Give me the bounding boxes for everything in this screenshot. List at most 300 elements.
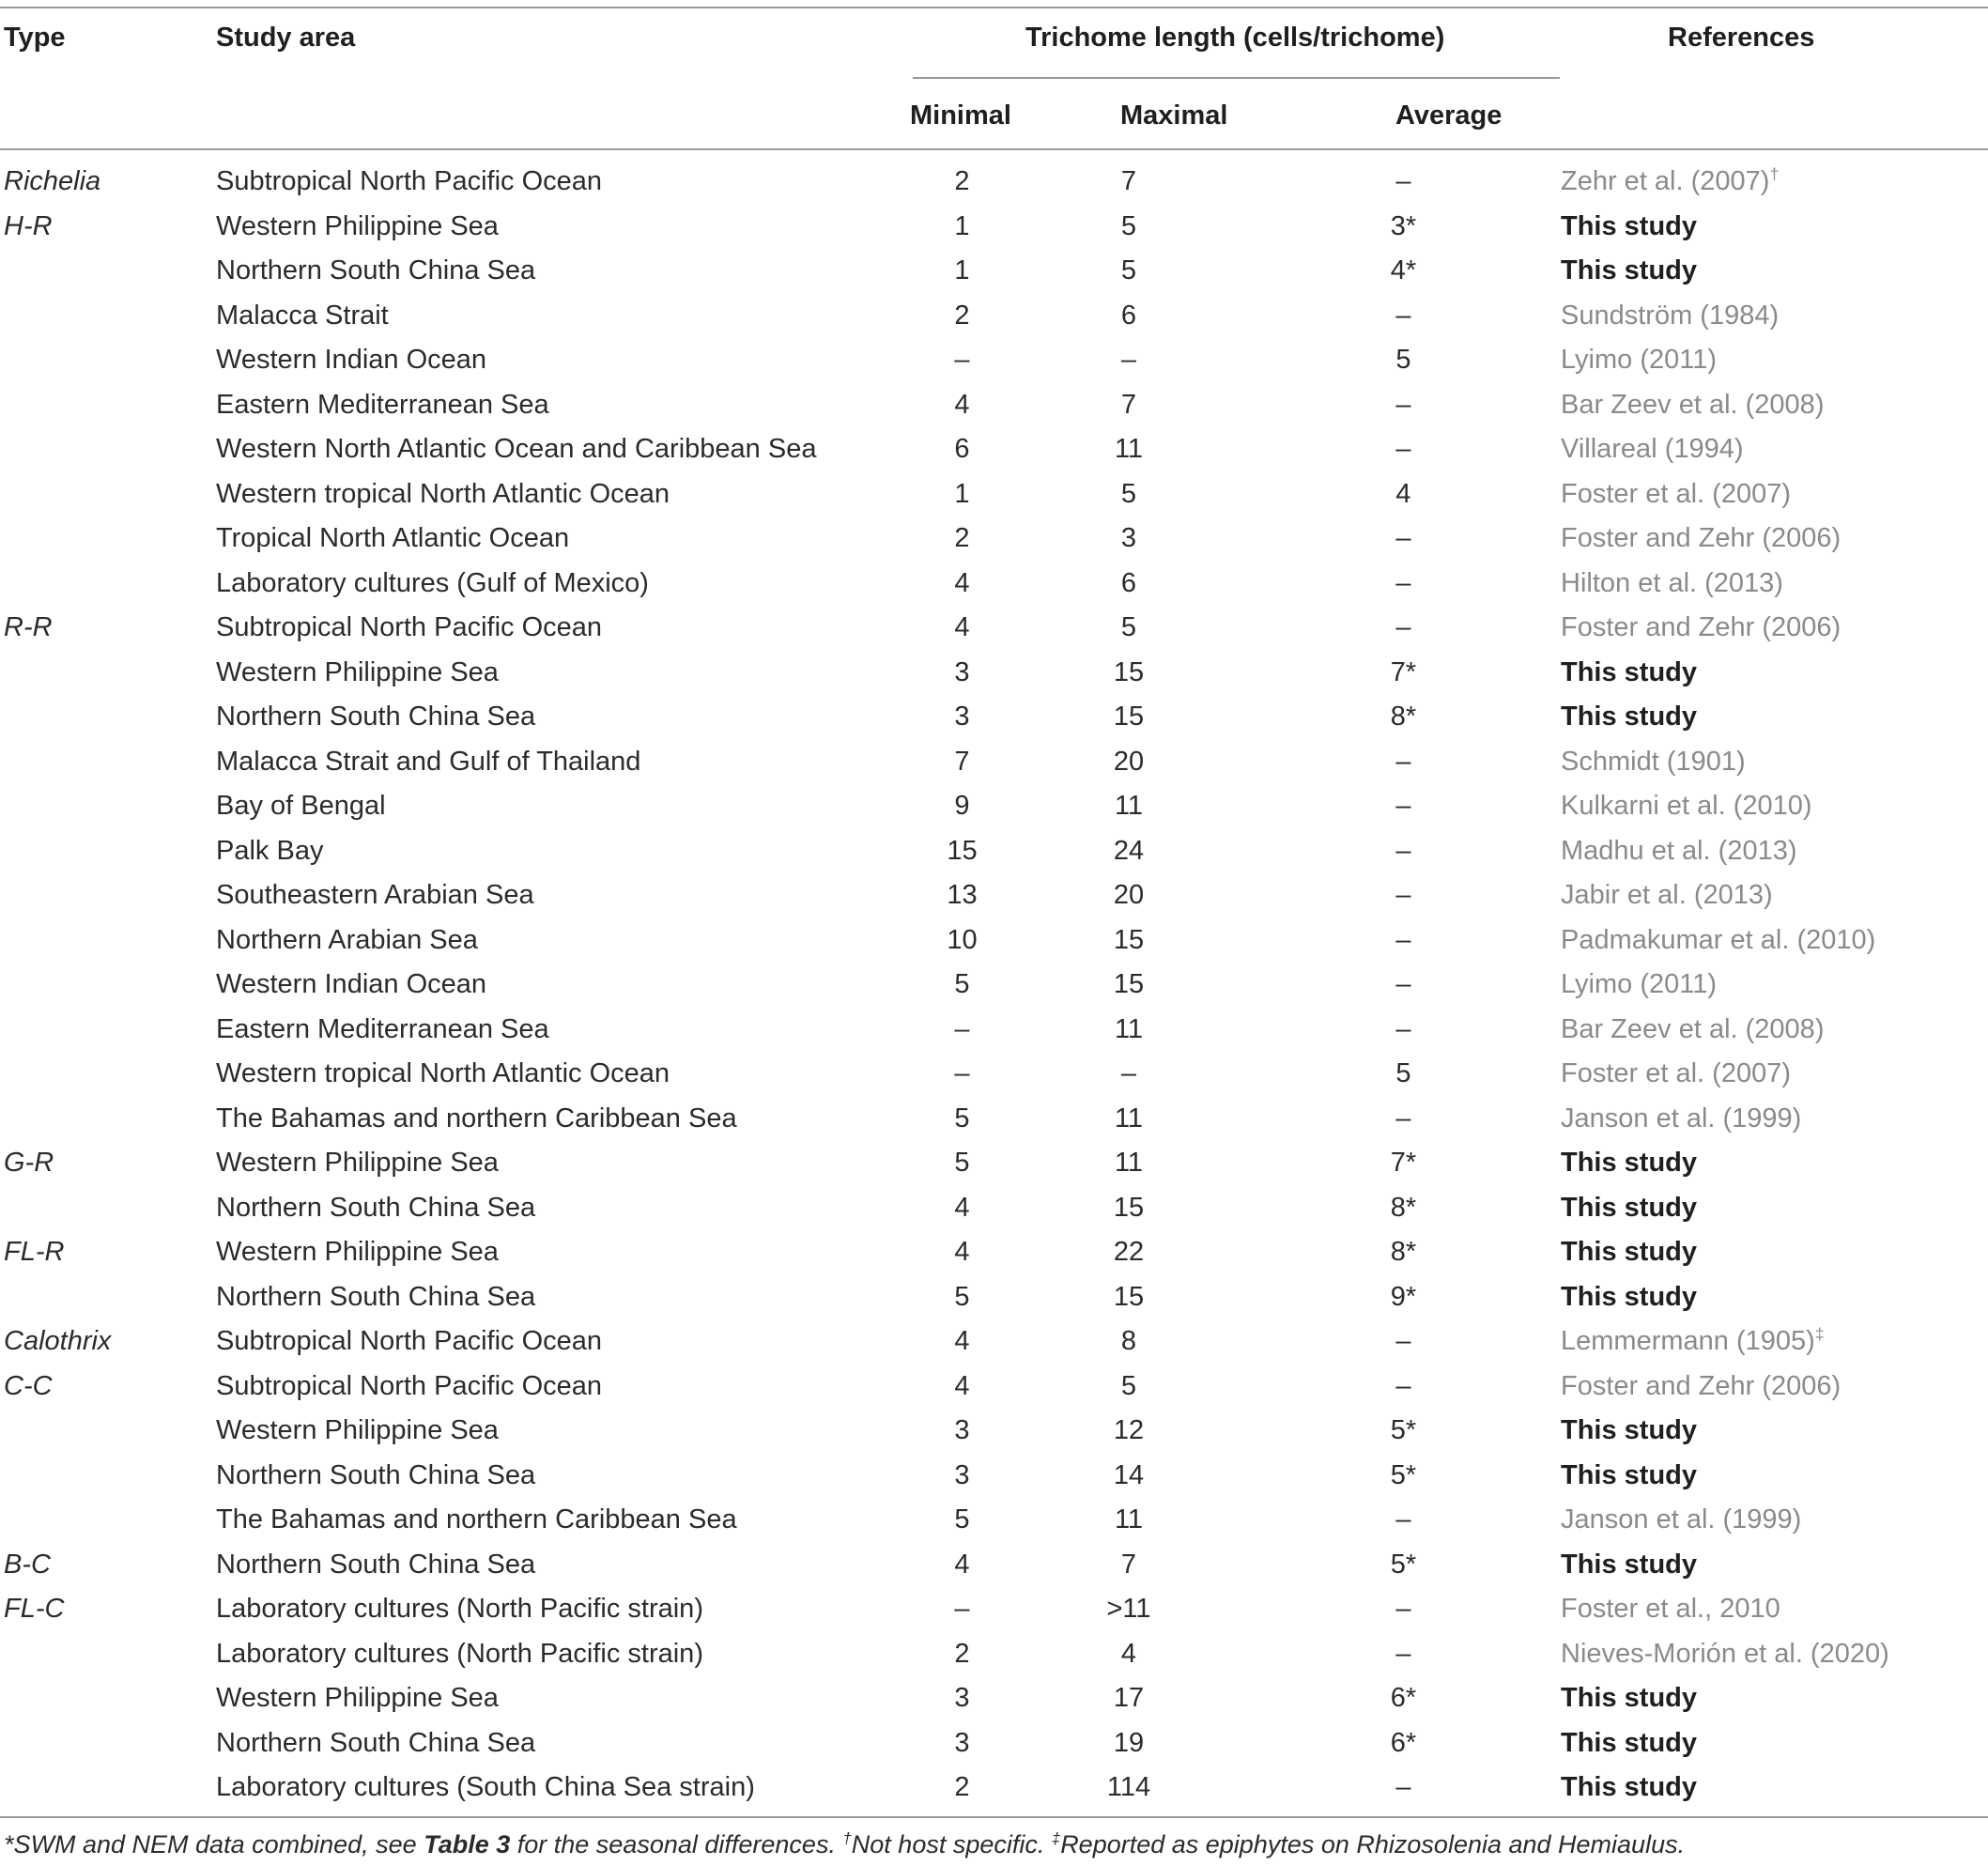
reference-text: This study [1561,702,1698,733]
cell-minimal: 10 [947,924,978,955]
cell-reference [1561,472,1988,517]
cell-study-area: Northern South China Sea [216,1727,536,1758]
cell-average: – [1395,434,1411,465]
cell-reference [1561,205,1988,250]
table-row [0,205,1988,250]
cell-minimal: 4 [954,1549,970,1580]
table-footnote [4,1830,1685,1859]
cell-reference [1561,1141,1988,1186]
reference-text: This study [1561,210,1698,241]
cell-maximal: >11 [1106,1594,1151,1625]
cell-average: 5* [1390,1415,1417,1446]
header-average: Average [1395,100,1503,131]
cell-reference [1561,1498,1988,1543]
cell-type [0,338,216,383]
cell-type: R-R [4,612,53,643]
cell-maximal: 11 [1114,791,1144,822]
cell-reference [1561,1409,1988,1454]
cell-maximal: 12 [1113,1415,1145,1446]
cell-maximal: 6 [1120,300,1137,331]
cell-reference [1561,1766,1988,1811]
cell-average: 5* [1390,1549,1417,1580]
reference-text: Foster and Zehr (2006) [1561,1370,1842,1401]
footnote-dagger: † [842,1829,852,1847]
cell-type [0,562,216,607]
table-row [0,338,1988,383]
cell-type [0,427,216,472]
cell-average: – [1395,1638,1411,1669]
cell-study-area: Eastern Mediterranean Sea [216,389,549,420]
cell-study-area: The Bahamas and northern Caribbean Sea [216,1103,737,1133]
table-row [0,383,1988,428]
cell-reference [1561,427,1988,472]
cell-reference [1561,1365,1988,1410]
cell-maximal: 5 [1120,1370,1137,1401]
cell-average: – [1395,300,1411,331]
cell-average: – [1395,389,1411,420]
cell-reference [1561,1632,1988,1677]
cell-maximal: 15 [1113,1281,1145,1312]
cell-type [0,695,216,740]
cell-reference [1561,606,1988,651]
table-row [0,918,1988,964]
cell-reference [1561,918,1988,964]
cell-study-area: Western Philippine Sea [216,656,499,687]
cell-reference [1561,562,1988,607]
cell-average: 4 [1395,478,1411,509]
cell-study-area: Malacca Strait [216,300,389,331]
cell-maximal: 7 [1120,389,1137,420]
cell-minimal: 4 [954,1192,970,1223]
cell-minimal: 3 [954,656,970,687]
cell-average: – [1395,835,1411,866]
table-row [0,1141,1988,1186]
cell-study-area: Eastern Mediterranean Sea [216,1013,549,1044]
cell-reference [1561,1230,1988,1275]
table-row [0,1632,1988,1677]
table-row [0,1409,1988,1454]
cell-minimal: 2 [954,166,970,197]
cell-study-area: The Bahamas and northern Caribbean Sea [216,1504,737,1535]
cell-type: FL-C [4,1594,65,1625]
cell-reference [1561,1097,1988,1142]
cell-average: 7* [1390,1148,1417,1179]
cell-study-area: Western Philippine Sea [216,210,499,241]
cell-reference [1561,383,1988,428]
cell-maximal: 24 [1113,835,1145,866]
cell-minimal: – [954,1594,970,1625]
cell-type [0,873,216,918]
reference-text: Sundström (1984) [1561,300,1780,331]
table-row [0,1676,1988,1721]
cell-type: Richelia [4,166,101,197]
cell-minimal: 9 [954,791,970,822]
cell-minimal: 1 [954,255,970,286]
cell-maximal: 15 [1113,1192,1145,1223]
cell-average: 4* [1390,255,1417,286]
footnote-part3: Not host specific. [851,1830,1052,1858]
reference-text: Lyimo (2011) [1561,969,1718,1000]
reference-text: Foster and Zehr (2006) [1561,523,1842,554]
cell-minimal: 1 [954,210,970,241]
cell-study-area: Western North Atlantic Ocean and Caribbean Sea [216,434,817,465]
footnote-part4: Reported as epiphytes on Rhizosolenia and Hemiaulus. [1060,1830,1686,1858]
cell-type [0,1275,216,1320]
table-row [0,294,1988,339]
cell-maximal: 8 [1120,1326,1137,1357]
cell-type [0,1008,216,1053]
table-row [0,1721,1988,1766]
cell-maximal: 17 [1113,1683,1145,1714]
cell-minimal: 1 [954,478,970,509]
cell-average: 6* [1390,1727,1417,1758]
table-row [0,1008,1988,1053]
cell-average: – [1395,612,1411,643]
cell-study-area: Western tropical North Atlantic Ocean [216,1058,670,1089]
reference-footnote-mark: † [1769,164,1780,184]
cell-type [0,517,216,562]
cell-study-area: Subtropical North Pacific Ocean [216,166,603,197]
table-row [0,562,1988,607]
reference-text: Schmidt (1901) [1561,746,1746,777]
table-row [0,1454,1988,1499]
table-row [0,160,1988,205]
table-row [0,472,1988,517]
table-row [0,1186,1988,1231]
cell-type [0,383,216,428]
cell-type: H-R [4,210,53,241]
reference-text: Madhu et al. (2013) [1561,835,1797,866]
cell-maximal: 11 [1114,1103,1144,1133]
reference-text: Padmakumar et al. (2010) [1561,924,1876,955]
cell-study-area: Bay of Bengal [216,791,386,822]
cell-reference [1561,695,1988,740]
cell-type [0,784,216,829]
table-row [0,517,1988,562]
table-row [0,427,1988,472]
cell-minimal: 5 [954,1504,970,1535]
reference-text: This study [1561,1459,1698,1490]
cell-average: 8* [1390,1192,1417,1223]
cell-study-area: Subtropical North Pacific Ocean [216,612,603,643]
header-references: References [1668,23,1815,53]
cell-maximal: 22 [1113,1237,1145,1268]
cell-maximal: 14 [1113,1459,1145,1490]
cell-study-area: Western Philippine Sea [216,1415,499,1446]
cell-study-area: Laboratory cultures (North Pacific strain) [216,1594,703,1625]
table-row [0,1230,1988,1275]
table-row [0,784,1988,829]
cell-study-area: Subtropical North Pacific Ocean [216,1326,603,1357]
reference-text: Kulkarni et al. (2010) [1561,791,1812,822]
cell-minimal: 5 [954,1103,970,1133]
cell-average: 6* [1390,1683,1417,1714]
reference-text: Foster et al. (2007) [1561,1058,1791,1089]
cell-study-area: Laboratory cultures (North Pacific strain) [216,1638,703,1669]
cell-reference [1561,1721,1988,1766]
reference-text: This study [1561,1727,1698,1758]
cell-average: – [1395,880,1411,911]
cell-average: 3* [1390,210,1417,241]
cell-minimal: 3 [954,1683,970,1714]
reference-footnote-mark: ‡ [1814,1324,1825,1344]
table-row [0,249,1988,294]
cell-type: G-R [4,1148,54,1179]
cell-type [0,294,216,339]
table-bottom-rule [0,1816,1988,1818]
reference-text: Hilton et al. (2013) [1561,567,1783,598]
reference-text: Nieves-Morión et al. (2020) [1561,1638,1889,1669]
cell-type [0,963,216,1008]
cell-reference [1561,1186,1988,1231]
cell-maximal: 15 [1113,969,1145,1000]
cell-average: – [1395,746,1411,777]
cell-study-area: Northern South China Sea [216,255,536,286]
cell-average: – [1395,1504,1411,1535]
cell-type [0,1721,216,1766]
table-row [0,695,1988,740]
cell-average: – [1395,969,1411,1000]
table-row [0,963,1988,1008]
cell-maximal: 20 [1113,746,1145,777]
cell-minimal: 3 [954,1459,970,1490]
cell-average: – [1395,1013,1411,1044]
header-type: Type [4,23,66,53]
cell-maximal: – [1120,345,1137,376]
cell-study-area: Northern South China Sea [216,1281,536,1312]
table-row [0,606,1988,651]
cell-average: – [1395,567,1411,598]
cell-minimal: 4 [954,567,970,598]
cell-study-area: Western Indian Ocean [216,969,487,1000]
table-row [0,1097,1988,1142]
reference-text: Lemmermann (1905) [1561,1326,1815,1357]
cell-type [0,829,216,874]
table-row [0,1052,1988,1097]
cell-minimal: 15 [947,835,978,866]
cell-average: 9* [1390,1281,1417,1312]
cell-maximal: 5 [1120,210,1137,241]
cell-reference [1561,1275,1988,1320]
footnote-table-ref: Table 3 [424,1830,511,1858]
reference-text: Foster et al., 2010 [1561,1594,1780,1625]
cell-minimal: 3 [954,1727,970,1758]
cell-maximal: 7 [1120,1549,1137,1580]
cell-study-area: Western Philippine Sea [216,1237,499,1268]
cell-average: – [1395,1326,1411,1357]
cell-minimal: 2 [954,300,970,331]
cell-minimal: 4 [954,1370,970,1401]
cell-average: 8* [1390,702,1417,733]
cell-reference [1561,517,1988,562]
cell-maximal: 4 [1120,1638,1137,1669]
cell-reference [1561,740,1988,785]
cell-minimal: – [954,1058,970,1089]
reference-text: Lyimo (2011) [1561,345,1718,376]
cell-type [0,918,216,964]
cell-reference [1561,160,1988,205]
table-row [0,1587,1988,1632]
cell-reference [1561,249,1988,294]
cell-type [0,472,216,517]
cell-reference [1561,1543,1988,1588]
cell-average: – [1395,1594,1411,1625]
cell-minimal: 4 [954,1326,970,1357]
cell-study-area: Subtropical North Pacific Ocean [216,1370,603,1401]
cell-type: Calothrix [4,1326,112,1357]
footnote-double-dagger: ‡ [1051,1829,1061,1847]
cell-type [0,1766,216,1811]
cell-maximal: 3 [1120,523,1137,554]
header-maximal: Maximal [1120,100,1228,131]
cell-average: 5 [1395,1058,1411,1089]
cell-study-area: Northern South China Sea [216,1459,536,1490]
reference-text: Villareal (1994) [1561,434,1744,465]
cell-maximal: 6 [1120,567,1137,598]
reference-text: This study [1561,1683,1698,1714]
cell-maximal: 15 [1113,924,1145,955]
cell-minimal: 4 [954,389,970,420]
cell-study-area: Northern Arabian Sea [216,924,478,955]
reference-text: This study [1561,255,1698,286]
table-top-rule [0,7,1988,8]
cell-maximal: 11 [1114,434,1144,465]
cell-study-area: Tropical North Atlantic Ocean [216,523,570,554]
cell-type: C-C [4,1370,53,1401]
header-minimal: Minimal [910,100,1011,131]
table-row [0,1543,1988,1588]
cell-type [0,1498,216,1543]
table-row [0,1275,1988,1320]
cell-reference [1561,651,1988,696]
reference-text: Bar Zeev et al. (2008) [1561,1013,1825,1044]
cell-type [0,1097,216,1142]
table-row [0,651,1988,696]
cell-type: FL-R [4,1237,65,1268]
cell-average: – [1395,791,1411,822]
cell-type [0,249,216,294]
cell-maximal: 11 [1114,1504,1144,1535]
cell-study-area: Western Philippine Sea [216,1683,499,1714]
cell-reference [1561,1676,1988,1721]
data-table [0,160,1988,1811]
cell-maximal: 11 [1114,1148,1144,1179]
reference-text: This study [1561,1281,1698,1312]
reference-text: Jabir et al. (2013) [1561,880,1773,911]
cell-maximal: 5 [1120,478,1137,509]
cell-type [0,740,216,785]
cell-maximal: 15 [1113,702,1145,733]
cell-maximal: – [1120,1058,1137,1089]
cell-reference [1561,294,1988,339]
cell-type [0,651,216,696]
cell-reference [1561,873,1988,918]
cell-maximal: 19 [1113,1727,1145,1758]
cell-maximal: 20 [1113,880,1145,911]
cell-maximal: 7 [1120,166,1137,197]
reference-text: Foster and Zehr (2006) [1561,612,1842,643]
footnote-part1: *SWM and NEM data combined, see [4,1830,424,1858]
table-row [0,740,1988,785]
cell-minimal: – [954,345,970,376]
cell-average: – [1395,1370,1411,1401]
cell-minimal: 4 [954,612,970,643]
cell-maximal: 15 [1113,656,1145,687]
table-header-rule [0,148,1988,150]
table-row [0,1498,1988,1543]
cell-minimal: – [954,1013,970,1044]
cell-reference [1561,1454,1988,1499]
cell-study-area: Western Indian Ocean [216,345,487,376]
cell-maximal: 5 [1120,255,1137,286]
cell-study-area: Northern South China Sea [216,702,536,733]
cell-minimal: 5 [954,969,970,1000]
reference-text: Janson et al. (1999) [1561,1504,1802,1535]
cell-maximal: 5 [1120,612,1137,643]
table-row [0,1319,1988,1365]
cell-minimal: 13 [947,880,978,911]
cell-minimal: 5 [954,1148,970,1179]
cell-type [0,1676,216,1721]
cell-reference [1561,338,1988,383]
footnote-part2: for the seasonal differences. [510,1830,843,1858]
cell-study-area: Northern South China Sea [216,1192,536,1223]
cell-reference [1561,1008,1988,1053]
cell-type [0,1186,216,1231]
reference-text: Zehr et al. (2007) [1561,166,1770,197]
cell-type [0,1454,216,1499]
reference-text: This study [1561,1772,1698,1803]
table-row [0,1365,1988,1410]
cell-reference [1561,784,1988,829]
cell-minimal: 2 [954,523,970,554]
cell-average: 5* [1390,1459,1417,1490]
cell-minimal: 3 [954,702,970,733]
cell-minimal: 3 [954,1415,970,1446]
reference-text: Bar Zeev et al. (2008) [1561,389,1825,420]
cell-reference [1561,1052,1988,1097]
table-row [0,873,1988,918]
cell-minimal: 2 [954,1772,970,1803]
cell-study-area: Palk Bay [216,835,324,866]
header-study-area: Study area [216,23,356,53]
cell-reference [1561,829,1988,874]
cell-reference [1561,1587,1988,1632]
cell-maximal: 114 [1106,1772,1151,1803]
cell-minimal: 5 [954,1281,970,1312]
reference-text: This study [1561,1549,1698,1580]
table-row [0,1766,1988,1811]
reference-text: Janson et al. (1999) [1561,1103,1802,1133]
cell-minimal: 7 [954,746,970,777]
reference-text: This study [1561,1148,1698,1179]
cell-minimal: 4 [954,1237,970,1268]
cell-study-area: Northern South China Sea [216,1549,536,1580]
cell-average: – [1395,523,1411,554]
cell-average: 5 [1395,345,1411,376]
cell-type [0,1409,216,1454]
cell-study-area: Southeastern Arabian Sea [216,880,534,911]
trichome-header-underline [913,77,1560,79]
cell-maximal: 11 [1114,1013,1144,1044]
cell-type [0,1632,216,1677]
reference-text: This study [1561,656,1698,687]
cell-study-area: Western tropical North Atlantic Ocean [216,478,670,509]
reference-text: This study [1561,1192,1698,1223]
cell-type [0,1052,216,1097]
reference-text: This study [1561,1237,1698,1268]
cell-reference [1561,1319,1988,1365]
